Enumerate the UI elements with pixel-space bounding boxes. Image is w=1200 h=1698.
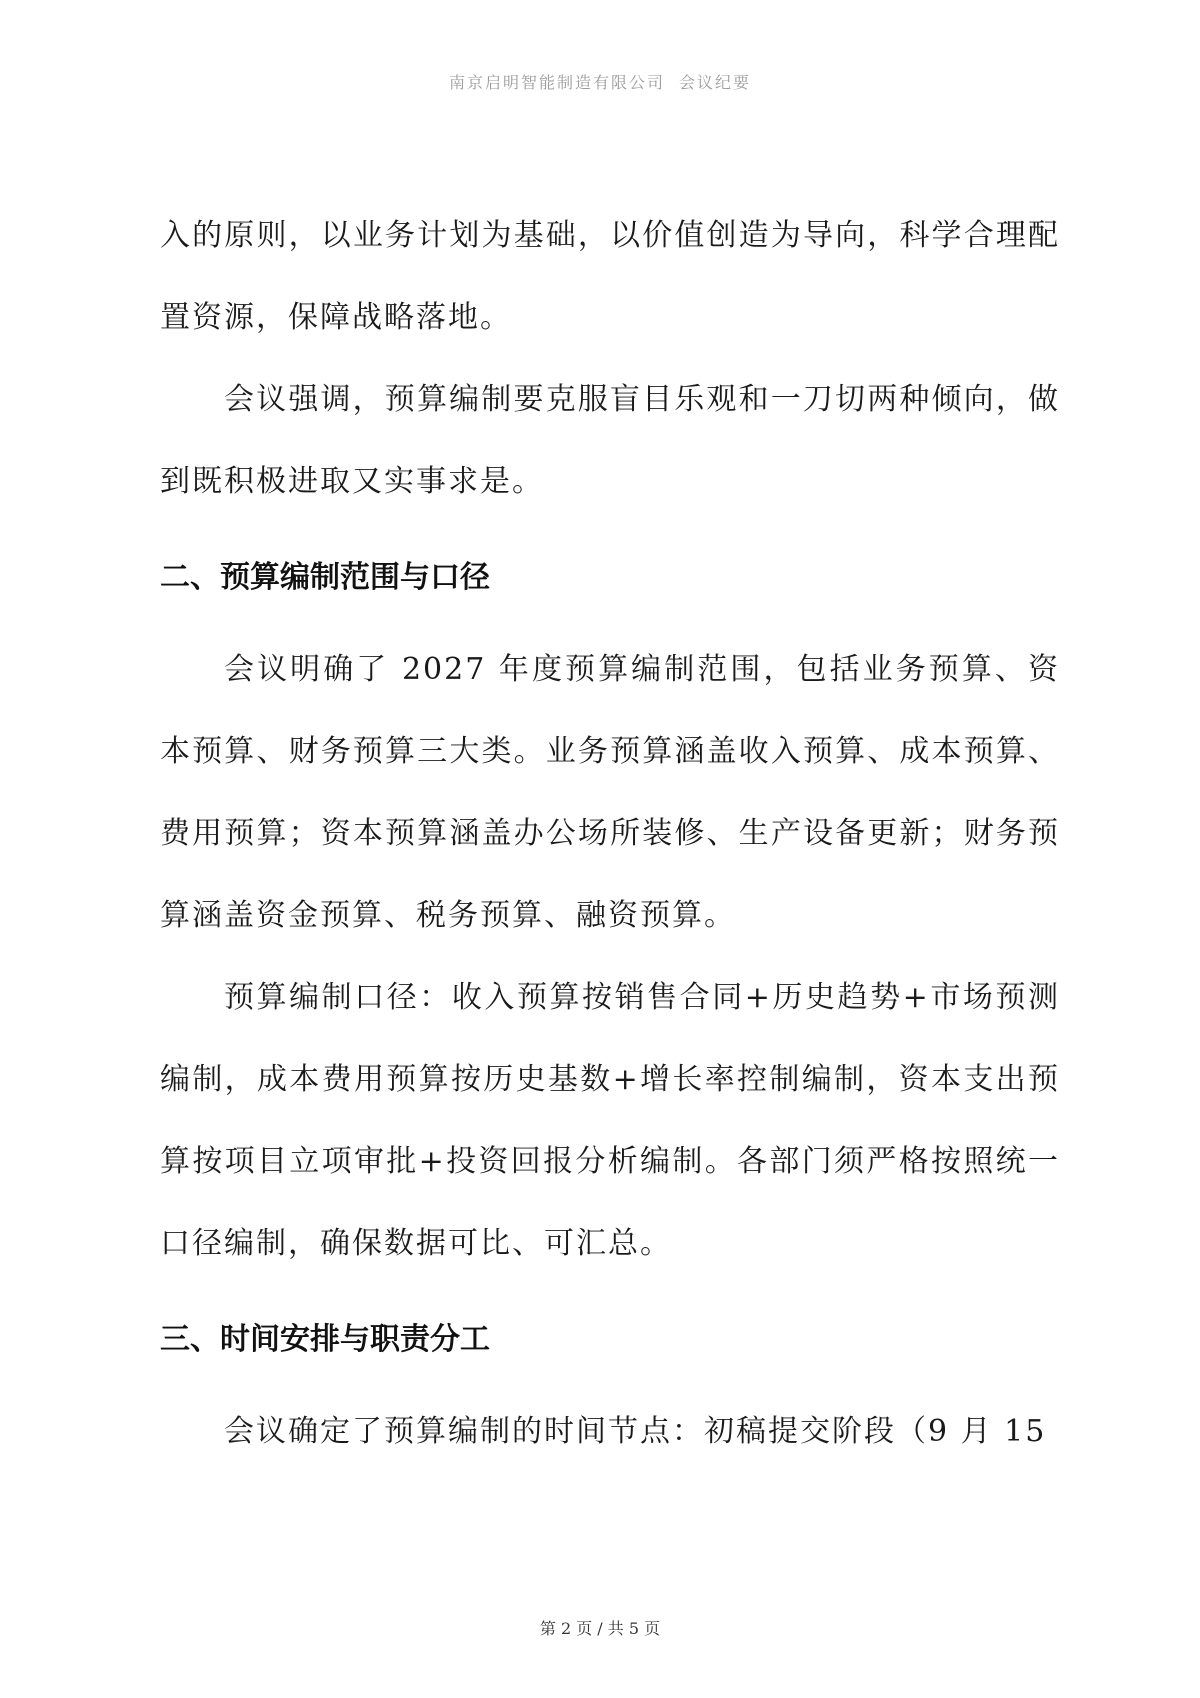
header-company: 南京启明智能制造有限公司 <box>448 73 665 92</box>
section-heading-3: 三、时间安排与职责分工 <box>160 1322 490 1357</box>
paragraph-3: 会议明确了 2027 年度预算编制范围，包括业务预算、资本预算、财务预算三大类。业务预算涵盖收入预算、成本预算、费用预算；资本预算涵盖办公场所装修、生产设备更新；财务预算涵盖资金预算、税务预算、融资预算。 <box>160 652 1060 933</box>
paragraph-2: 会议强调，预算编制要克服盲目乐观和一刀切两种倾向，做到既积极进取又实事求是。 <box>160 382 1060 499</box>
page-header <box>0 70 1200 93</box>
page-footer: 第 2 页 / 共 5 页 <box>539 1619 661 1638</box>
paragraph-5: 会议确定了预算编制的时间节点：初稿提交阶段（9 月 15 <box>224 1414 1047 1449</box>
paragraph-1: 入的原则，以业务计划为基础，以价值创造为导向，科学合理配置资源，保障战略落地。 <box>160 218 1060 335</box>
section-heading-2: 二、预算编制范围与口径 <box>160 560 490 595</box>
paragraph-4: 预算编制口径：收入预算按销售合同+历史趋势+市场预测编制，成本费用预算按历史基数+增长率控制编制，资本支出预算按项目立项审批+投资回报分析编制。各部门须严格按照统一口径编制，确保数据可比、可汇总。 <box>160 980 1060 1261</box>
document-body <box>160 195 1060 1473</box>
header-doc-type: 会议纪要 <box>679 73 752 92</box>
